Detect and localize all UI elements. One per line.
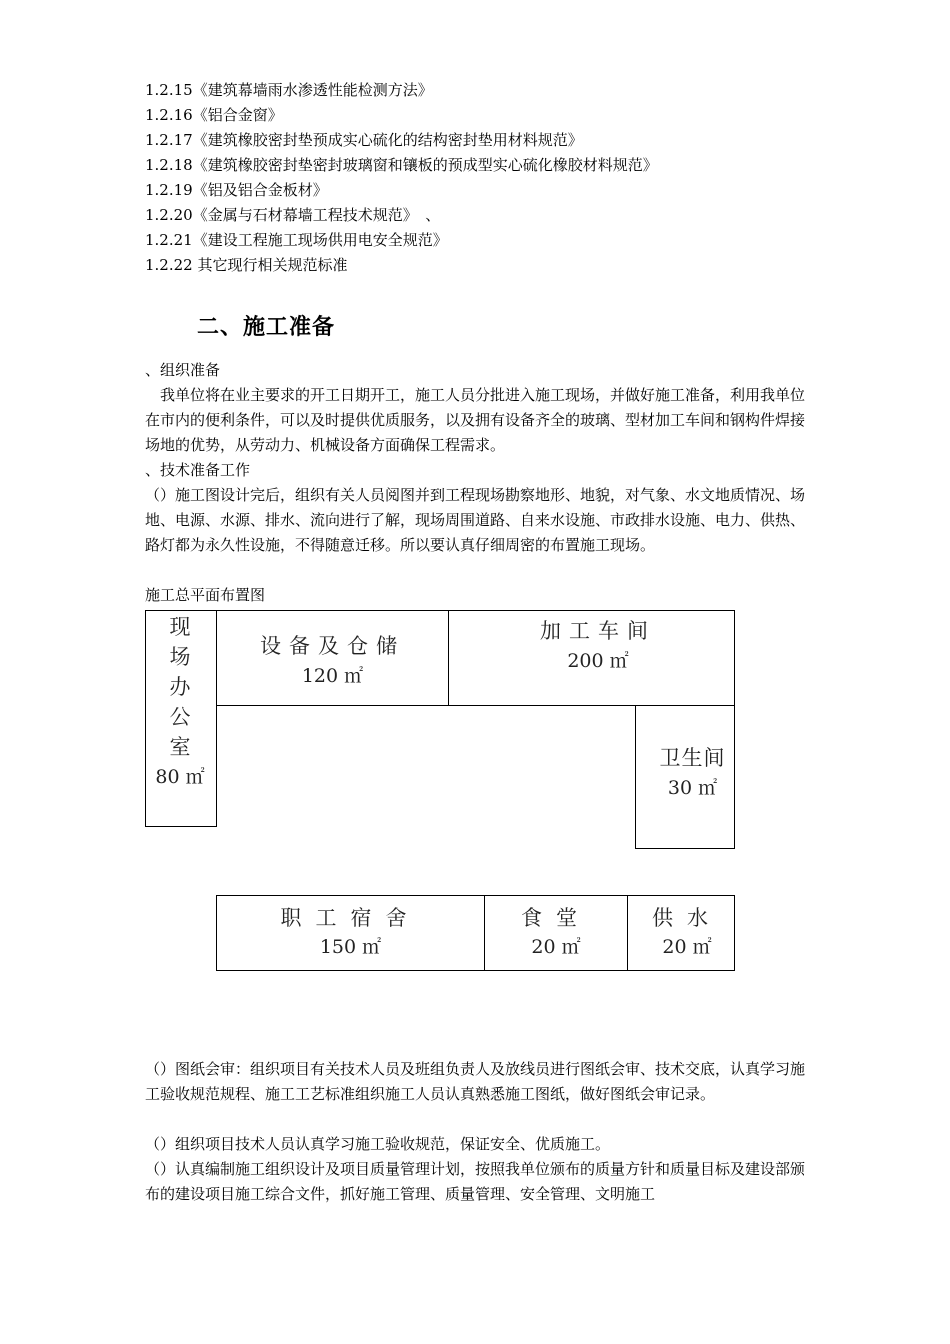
water-area: 20 ㎡ [662,936,712,958]
standard-item: 1.2.15《建筑幕墙雨水渗透性能检测方法》 [145,81,433,99]
office-label-char: 公 [169,705,191,729]
office-label [146,612,214,792]
tech-heading: 、技术准备工作 [145,461,251,479]
office-label-char: 室 [169,735,191,759]
toilet-label: 卫生间 [659,746,726,770]
standard-item: 1.2.18《建筑橡胶密封垫密封玻璃窗和镶板的预成型实心硫化橡胶材料规范》 [145,156,658,174]
standard-item: 1.2.20《金属与石材幕墙工程技术规范》 、 [145,206,441,224]
office-label-char: 场 [169,645,191,669]
org-heading: 、组织准备 [145,361,221,379]
office-label-char: 办 [169,675,191,699]
water-label: 供水 [652,906,722,930]
storage-label: 设备及仓储 [260,634,405,658]
standard-item: 1.2.22 其它现行相关规范标准 [145,256,348,274]
storage-area: 120 ㎡ [301,665,364,687]
standard-item: 1.2.17《建筑橡胶密封垫预成实心硫化的结构密封垫用材料规范》 [145,131,583,149]
workshop-label: 加工车间 [540,619,656,643]
tech-item-3: （）组织项目技术人员认真学习施工验收规范，保证安全、优质施工。 [145,1135,611,1153]
standard-item: 1.2.21《建设工程施工现场供用电安全规范》 [145,231,448,249]
canteen-area: 20 ㎡ [531,936,581,958]
section-title: 二、施工准备 [197,314,336,340]
canteen-label: 食堂 [521,906,591,930]
standard-item: 1.2.16《铝合金窗》 [145,106,283,124]
workshop-area: 200 ㎡ [567,650,629,672]
layout-caption: 施工总平面布置图 [145,586,266,604]
toilet-area: 30 ㎡ [667,777,718,799]
office-label-char: 现 [169,615,191,639]
tech-item-2: （）图纸会审：组织项目有关技术人员及班组负责人及放线员进行图纸会审、技术交底，认真学习施工验收规范规程、施工工艺标准组织施工人员认真熟悉施工图纸，做好图纸会审记录。 [145,1060,806,1103]
dorm-label: 职工宿舍 [280,906,421,930]
standard-item: 1.2.19《铝及铝合金板材》 [145,181,328,199]
tech-item-4: （）认真编制施工组织设计及项目质量管理计划，按照我单位颁布的质量方针和质量目标及建设部颁布的建设项目施工综合文件，抓好施工管理、质量管理、安全管理、文明施工 [145,1160,806,1203]
dorm-area: 150 ㎡ [319,936,382,958]
org-paragraph: 我单位将在业主要求的开工日期开工，施工人员分批进入施工现场，并做好施工准备，利用我单位在市内的便利条件，可以及时提供优质服务，以及拥有设备齐全的玻璃、型材加工车间和钢构件焊接场地的优势，从劳动力、机械设备方面确保工程需求。 [145,386,806,454]
office-area: 80 ㎡ [155,766,205,788]
tech-item-1: （）施工图设计完后，组织有关人员阅图并到工程现场勘察地形、地貌，对气象、水文地质情况、场地、电源、水源、排水、流向进行了解，现场周围道路、自来水设施、市政排水设施、电力、供热、路灯都为永久性设施，不得随意迁移。所以要认真仔细周密的布置施工现场。 [145,486,806,554]
